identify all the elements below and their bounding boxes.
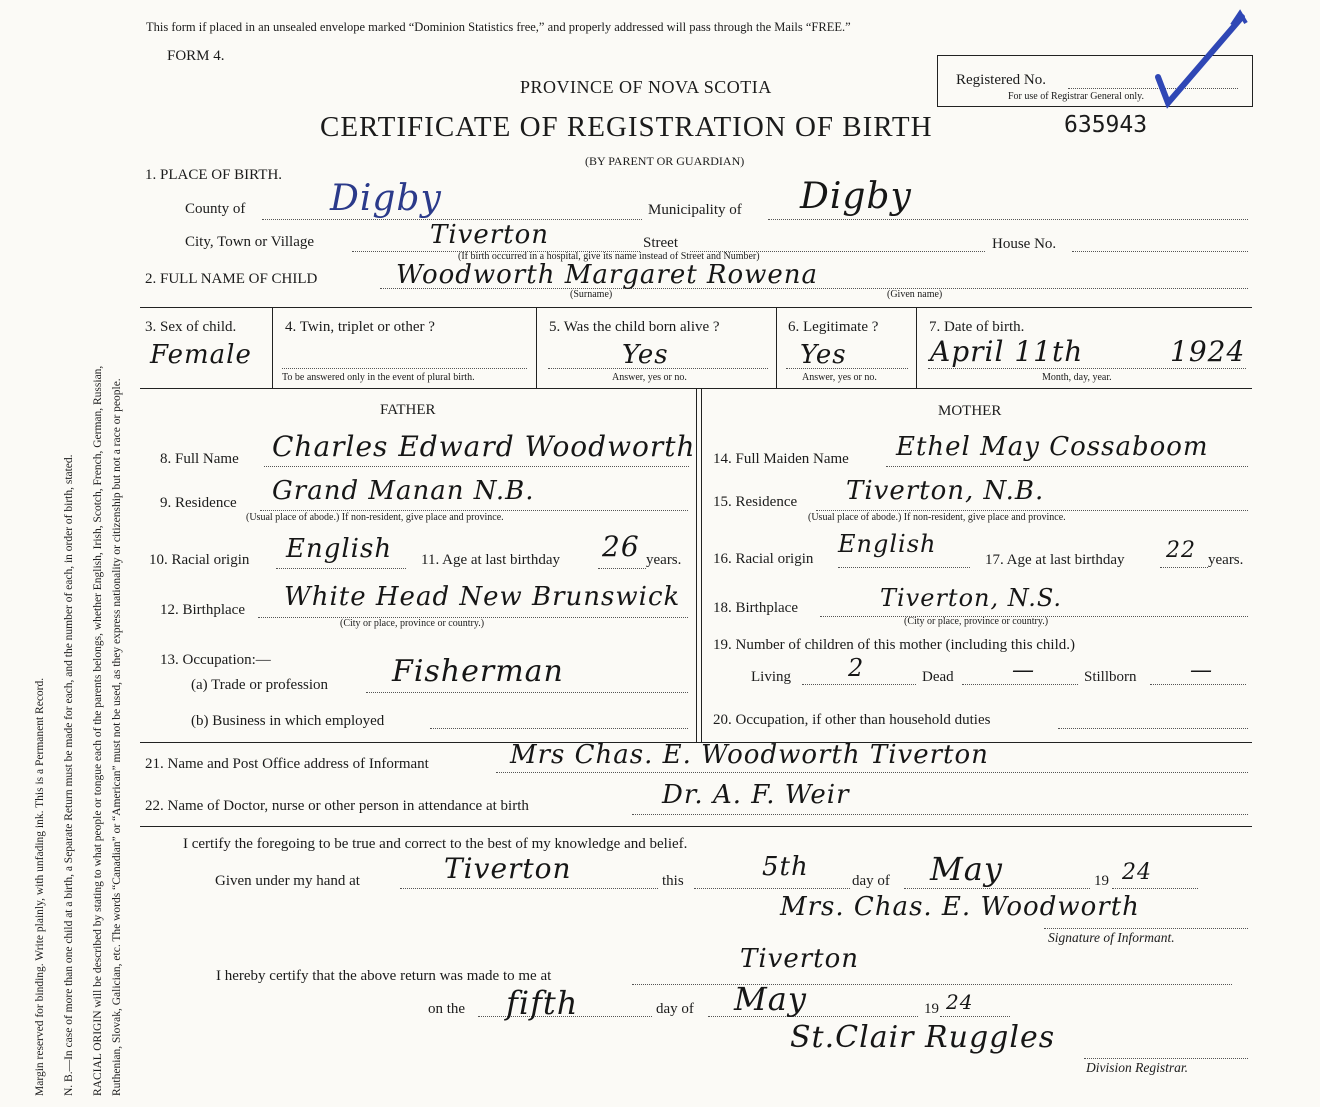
trade-value: Fisherman [392, 654, 564, 689]
city-value: Tiverton [430, 220, 550, 250]
registrar-signature: St.Clair Ruggles [790, 1020, 1056, 1055]
registrar-day: fifth [506, 984, 579, 1022]
mother-name-value: Ethel May Cossaboom [896, 432, 1209, 462]
registrar-place: Tiverton [740, 944, 860, 974]
registrar-day-of-label: day of [656, 1001, 694, 1017]
born-alive-label: 5. Was the child born alive ? [549, 319, 720, 335]
child-name-value: Woodworth Margaret Rowena [396, 260, 819, 290]
mother-occupation-label: 20. Occupation, if other than household duties [713, 712, 991, 728]
date-of-birth-value: April 11th [930, 335, 1084, 368]
father-birthplace-value: White Head New Brunswick [284, 582, 681, 612]
date-of-birth-year: 1924 [1170, 335, 1246, 368]
mother-abode-note: (Usual place of abode.) If non-resident, give place and province. [808, 512, 1066, 523]
registrar-statement: I hereby certify that the above return was made to me at [216, 968, 552, 984]
municipality-value: Digby [800, 176, 912, 217]
given-name-note: (Given name) [887, 289, 943, 300]
margin-note-racial-origin: RACIAL ORIGIN will be described by stating to what people or tongue each of the parents belongs, whether English, Irish, Scotch, French, German, Russian, [92, 365, 104, 1096]
mail-notice: This form if placed in an unsealed envelope marked “Dominion Statistics free,” and properly addressed will pass through the Mails “FREE.” [146, 20, 851, 34]
stillborn-label: Stillborn [1084, 669, 1137, 685]
mother-heading: MOTHER [938, 403, 1002, 419]
child-name-label: 2. FULL NAME OF CHILD [145, 271, 318, 287]
date-of-birth-label: 7. Date of birth. [929, 319, 1025, 335]
mother-age-value: 22 [1166, 538, 1196, 563]
margin-note-racial-origin-cont: Ruthenian, Slovak, Galician, etc. The words “Canadian” or “American” must not be used, as they express nationality or citizenship but not a race or people. [111, 378, 123, 1096]
certification-year-prefix: 19 [1094, 873, 1109, 889]
father-age-value: 26 [602, 530, 640, 563]
father-age-label: 11. Age at last birthday [421, 552, 560, 568]
father-heading: FATHER [380, 402, 436, 418]
given-at-value: Tiverton [444, 852, 572, 885]
living-label: Living [751, 669, 791, 685]
mother-residence-value: Tiverton, N.B. [846, 476, 1045, 506]
legitimate-label: 6. Legitimate ? [788, 319, 879, 335]
mother-name-label: 14. Full Maiden Name [713, 451, 849, 467]
margin-note-binding: Margin reserved for binding. Write plainly, with unfading ink. This is a Permanent Record. [34, 677, 46, 1096]
registrar-month: May [734, 980, 807, 1018]
informant-signature: Mrs. Chas. E. Woodworth [780, 892, 1140, 922]
trade-label: (a) Trade or profession [191, 677, 329, 693]
sex-value: Female [150, 340, 252, 370]
mother-age-label: 17. Age at last birthday [985, 552, 1125, 568]
margin-note-plural-birth: N. B.—In case of more than one child at a birth, a Separate Return must be made for each, and the number of each, in order of birth, stated. [63, 454, 75, 1096]
surname-note: (Surname) [570, 289, 613, 300]
father-residence-label: 9. Residence [160, 495, 237, 511]
registrar-year: 24 [946, 990, 974, 1014]
living-value: 2 [848, 654, 865, 682]
doctor-label: 22. Name of Doctor, nurse or other person in attendance at birth [145, 798, 529, 814]
mother-birthplace-note: (City or place, province or country.) [904, 616, 1049, 627]
registered-number-label: Registered No. [956, 72, 1046, 88]
mother-racial-value: English [838, 530, 937, 558]
mother-years-label: years. [1208, 552, 1244, 568]
business-label: (b) Business in which employed [191, 713, 385, 729]
doctor-value: Dr. A. F. Weir [662, 780, 850, 810]
occupation-label: 13. Occupation:— [160, 652, 271, 668]
certification-year: 24 [1122, 860, 1152, 885]
page-subtitle: (BY PARENT OR GUARDIAN) [585, 154, 745, 168]
county-label: County of [185, 201, 246, 217]
city-label: City, Town or Village [185, 234, 315, 250]
twin-note: To be answered only in the event of plural birth. [282, 372, 475, 383]
certification-day: 5th [762, 852, 809, 882]
registrar-use-note: For use of Registrar General only. [1008, 91, 1144, 102]
page-title: CERTIFICATE OF REGISTRATION OF BIRTH [320, 111, 933, 143]
born-alive-value: Yes [622, 340, 669, 370]
father-name-label: 8. Full Name [160, 451, 239, 467]
date-of-birth-note: Month, day, year. [1042, 372, 1112, 383]
father-years-label: years. [646, 552, 682, 568]
stillborn-value: — [1190, 658, 1213, 683]
registrar-on-label: on the [428, 1001, 466, 1017]
check-mark-icon [1140, 5, 1250, 115]
dead-value: — [1012, 658, 1035, 683]
street-label: Street [643, 235, 678, 251]
father-racial-label: 10. Racial origin [149, 552, 250, 568]
registrar-year-prefix: 19 [924, 1001, 939, 1017]
children-count-label: 19. Number of children of this mother (including this child.) [713, 637, 1076, 653]
twin-label: 4. Twin, triplet or other ? [285, 319, 435, 335]
municipality-label: Municipality of [648, 202, 742, 218]
father-birthplace-label: 12. Birthplace [160, 602, 245, 618]
father-residence-value: Grand Manan N.B. [272, 476, 535, 506]
province-heading: PROVINCE OF NOVA SCOTIA [520, 77, 772, 97]
certification-month: May [930, 850, 1003, 888]
form-number: FORM 4. [167, 48, 225, 64]
mother-birthplace-value: Tiverton, N.S. [880, 584, 1063, 612]
born-alive-answer-note: Answer, yes or no. [612, 372, 687, 383]
given-at-label: Given under my hand at [215, 873, 360, 889]
father-racial-value: English [286, 534, 393, 564]
registrar-signature-label: Division Registrar. [1086, 1060, 1189, 1075]
registered-number: 635943 [1064, 112, 1148, 138]
certification-statement: I certify the foregoing to be true and correct to the best of my knowledge and belief. [183, 836, 688, 852]
certification-day-of-label: day of [852, 873, 890, 889]
mother-racial-label: 16. Racial origin [713, 551, 814, 567]
mother-birthplace-label: 18. Birthplace [713, 600, 798, 616]
informant-label: 21. Name and Post Office address of Informant [145, 756, 429, 772]
this-label: this [662, 873, 684, 889]
informant-value: Mrs Chas. E. Woodworth Tiverton [510, 740, 989, 770]
legitimate-value: Yes [800, 340, 847, 370]
place-of-birth-label: 1. PLACE OF BIRTH. [145, 167, 283, 183]
sex-label: 3. Sex of child. [145, 319, 237, 335]
legitimate-answer-note: Answer, yes or no. [802, 372, 877, 383]
county-value: Digby [330, 178, 442, 219]
father-abode-note: (Usual place of abode.) If non-resident, give place and province. [246, 512, 504, 523]
house-number-label: House No. [992, 236, 1057, 252]
hospital-note: (If birth occurred in a hospital, give its name instead of Street and Number) [458, 251, 760, 262]
father-name-value: Charles Edward Woodworth [272, 430, 696, 463]
father-birthplace-note: (City or place, province or country.) [340, 618, 485, 629]
informant-signature-label: Signature of Informant. [1048, 930, 1175, 945]
dead-label: Dead [922, 669, 954, 685]
mother-residence-label: 15. Residence [713, 494, 798, 510]
